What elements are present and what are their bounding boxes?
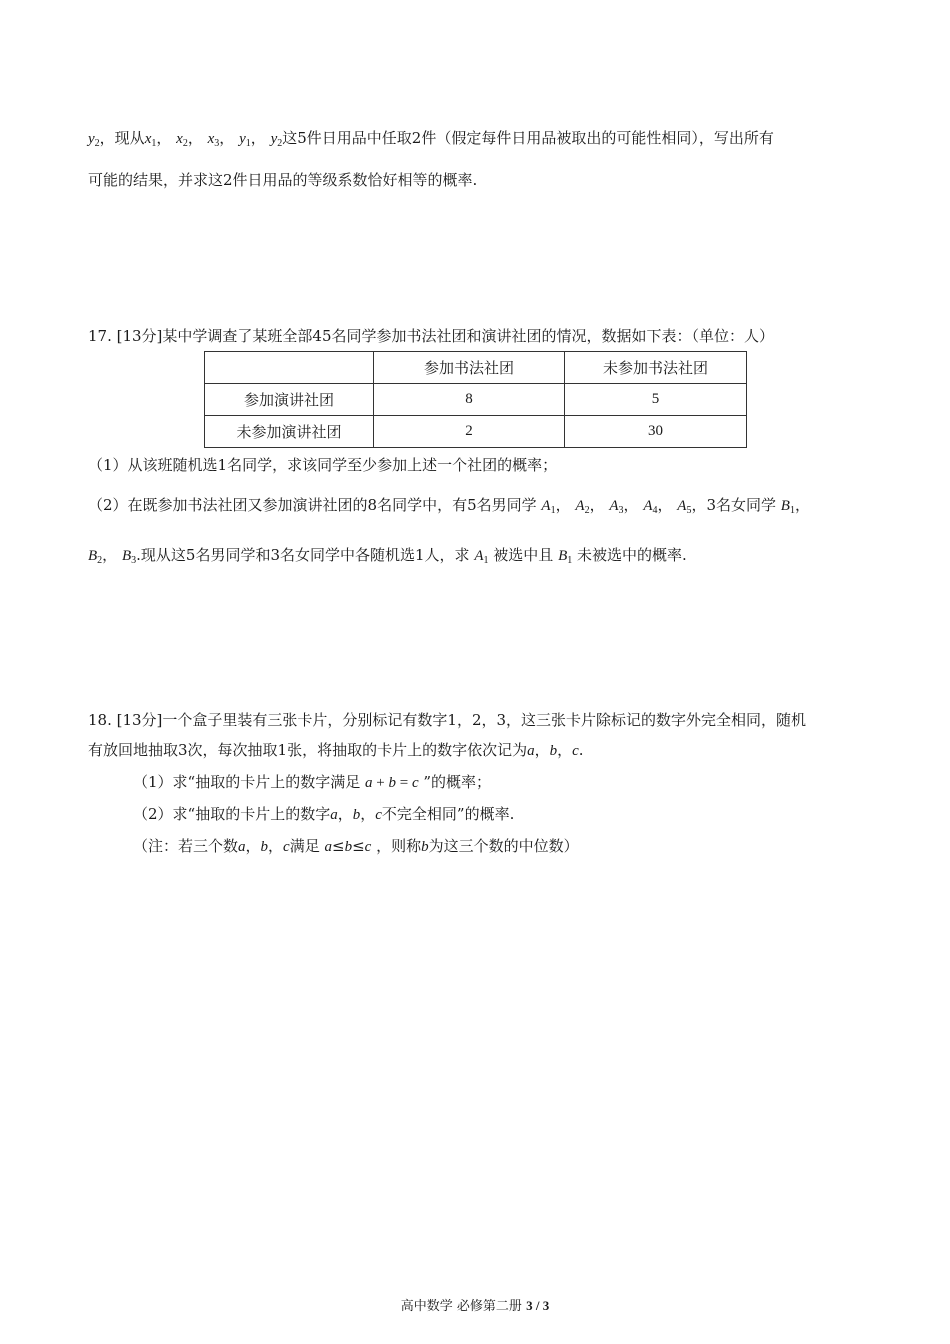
q17-heading: 17. [13分]某中学调查了某班全部45名同学参加书法社团和演讲社团的情况，数据如下表：（单位：人） xyxy=(88,327,775,345)
math-b: b xyxy=(352,807,361,823)
table-header-row xyxy=(205,352,747,384)
math-c: c xyxy=(572,743,579,759)
math-B2: $B_2$ xyxy=(88,548,103,566)
separator: ， xyxy=(102,546,118,564)
table-row xyxy=(205,384,747,416)
q18-part2-pre: （2）求“抽取的卡片上的数字 xyxy=(133,805,331,823)
q17-part2b-end: 未被选中的概率. xyxy=(577,546,687,564)
table-header-cell: 参加书法社团 xyxy=(374,352,565,384)
q18-note: （注：若三个数a，b，c满足 a≤b≤c ，则称b为这三个数的中位数） xyxy=(133,837,579,855)
q18-part2-post: 不完全相同”的概率. xyxy=(381,805,515,823)
math-a: a xyxy=(330,807,338,823)
math-A2: $A_2$ xyxy=(575,498,590,516)
math-abc: a xyxy=(527,743,535,759)
table-cell: 8 xyxy=(374,384,565,416)
math-a: a xyxy=(238,839,246,855)
table-cell: 未参加演讲社团 xyxy=(205,416,374,448)
math-A5: $A_5$ xyxy=(677,498,692,516)
q18-line2-pre: 有放回地抽取3次，每次抽取1张，将抽取的卡片上的数字依次记为 xyxy=(88,741,528,759)
q18-note-mid: 满足 xyxy=(289,837,320,855)
q18-note-post: 为这三个数的中位数） xyxy=(428,837,579,855)
math-c: c xyxy=(283,839,290,855)
footer-title: 高中数学 必修第二册 xyxy=(400,1299,522,1314)
table-header-cell: 未参加书法社团 xyxy=(565,352,747,384)
q18-part1: （1）求“抽取的卡片上的数字满足 a + b = c ”的概率； xyxy=(133,773,492,791)
table-cell: 30 xyxy=(565,416,747,448)
math-A1: $A_1$ xyxy=(541,498,556,516)
separator: ， xyxy=(589,496,605,514)
table-cell: 2 xyxy=(374,416,565,448)
separator: ， xyxy=(250,129,266,147)
math-b: b xyxy=(388,775,396,791)
q16-line1-post: 这5件日用品中任取2件（假定每件日用品被取出的可能性相同），写出所有 xyxy=(282,129,774,147)
table-row xyxy=(205,416,747,448)
q17-part2-line2 xyxy=(88,545,687,566)
math-x1: $x_1$ xyxy=(144,131,157,149)
separator: ， xyxy=(156,129,172,147)
math-y1: $y_1$ xyxy=(239,131,251,149)
math-x2: $x_2$ xyxy=(176,131,188,149)
math-b: b xyxy=(549,743,558,759)
math-b: b xyxy=(421,839,429,855)
math-y2b: $y_2$ xyxy=(270,131,283,149)
math-a-plus-b-eq-c: a xyxy=(365,775,373,791)
page-number: 3 / 3 xyxy=(526,1298,550,1313)
math-b: b xyxy=(344,839,353,855)
math-A1b: $A_1$ xyxy=(474,548,489,566)
q18-part1-pre: （1）求“抽取的卡片上的数字满足 xyxy=(133,773,361,791)
q18-part2: （2）求“抽取的卡片上的数字a，b，c不完全相同”的概率. xyxy=(133,805,515,823)
math-c: c xyxy=(375,807,382,823)
separator: ， xyxy=(657,496,673,514)
separator: ， xyxy=(187,129,203,147)
survey-table xyxy=(204,351,747,448)
math-a-le-b-le-c: a xyxy=(324,839,333,855)
math-A4: $A_4$ xyxy=(643,498,658,516)
separator: ， xyxy=(219,129,235,147)
math-b: b xyxy=(260,839,269,855)
q17-part2b-mid: .现从这5名男同学和3名女同学中各随机选1人，求 xyxy=(136,546,470,564)
math-B1b: $B_1$ xyxy=(558,548,573,566)
q18-note-pre: （注：若三个数 xyxy=(133,837,239,855)
table-cell: 参加演讲社团 xyxy=(205,384,374,416)
q16-line2: 可能的结果，并求这2件日用品的等级系数恰好相等的概率. xyxy=(88,171,478,189)
math-y2: $y_2$ xyxy=(88,131,100,149)
q17-part2-mid: ，3名女同学 xyxy=(691,496,777,514)
q18-line1: 18. [13分]一个盒子里装有三张卡片，分别标记有数字1，2，3，这三张卡片除标记的数字外完全相同，随机 xyxy=(88,711,807,729)
table-cell: 5 xyxy=(565,384,747,416)
q17-part2-end: ， xyxy=(794,496,810,514)
math-c: c xyxy=(411,775,419,791)
separator: ， xyxy=(555,496,571,514)
q17-part2-pre: （2）在既参加书法社团又参加演讲社团的8名同学中，有5名男同学 xyxy=(88,496,537,514)
q18-line2: 有放回地抽取3次，每次抽取1张，将抽取的卡片上的数字依次记为a，b，c. xyxy=(88,741,584,759)
page-footer xyxy=(0,1297,950,1316)
q17-part2-line1 xyxy=(88,495,810,516)
q18-part1-post: ”的概率； xyxy=(423,773,492,791)
math-B1: $B_1$ xyxy=(780,498,795,516)
math-c: c xyxy=(364,839,372,855)
table-header-cell xyxy=(205,352,374,384)
q16-line1 xyxy=(88,128,774,149)
q18-note-mid2: ，则称 xyxy=(376,837,422,855)
math-x3: $x_3$ xyxy=(207,131,220,149)
q17-part1: （1）从该班随机选1名同学，求该同学至少参加上述一个社团的概率； xyxy=(88,456,558,474)
q17-part2b-mid2: 被选中且 xyxy=(493,546,554,564)
math-A3: $A_3$ xyxy=(609,498,624,516)
math-B3: $B_3$ xyxy=(121,548,137,566)
q16-line1-pre: ，现从 xyxy=(99,129,145,147)
q18-line2-end: . xyxy=(578,741,584,759)
separator: ， xyxy=(623,496,639,514)
